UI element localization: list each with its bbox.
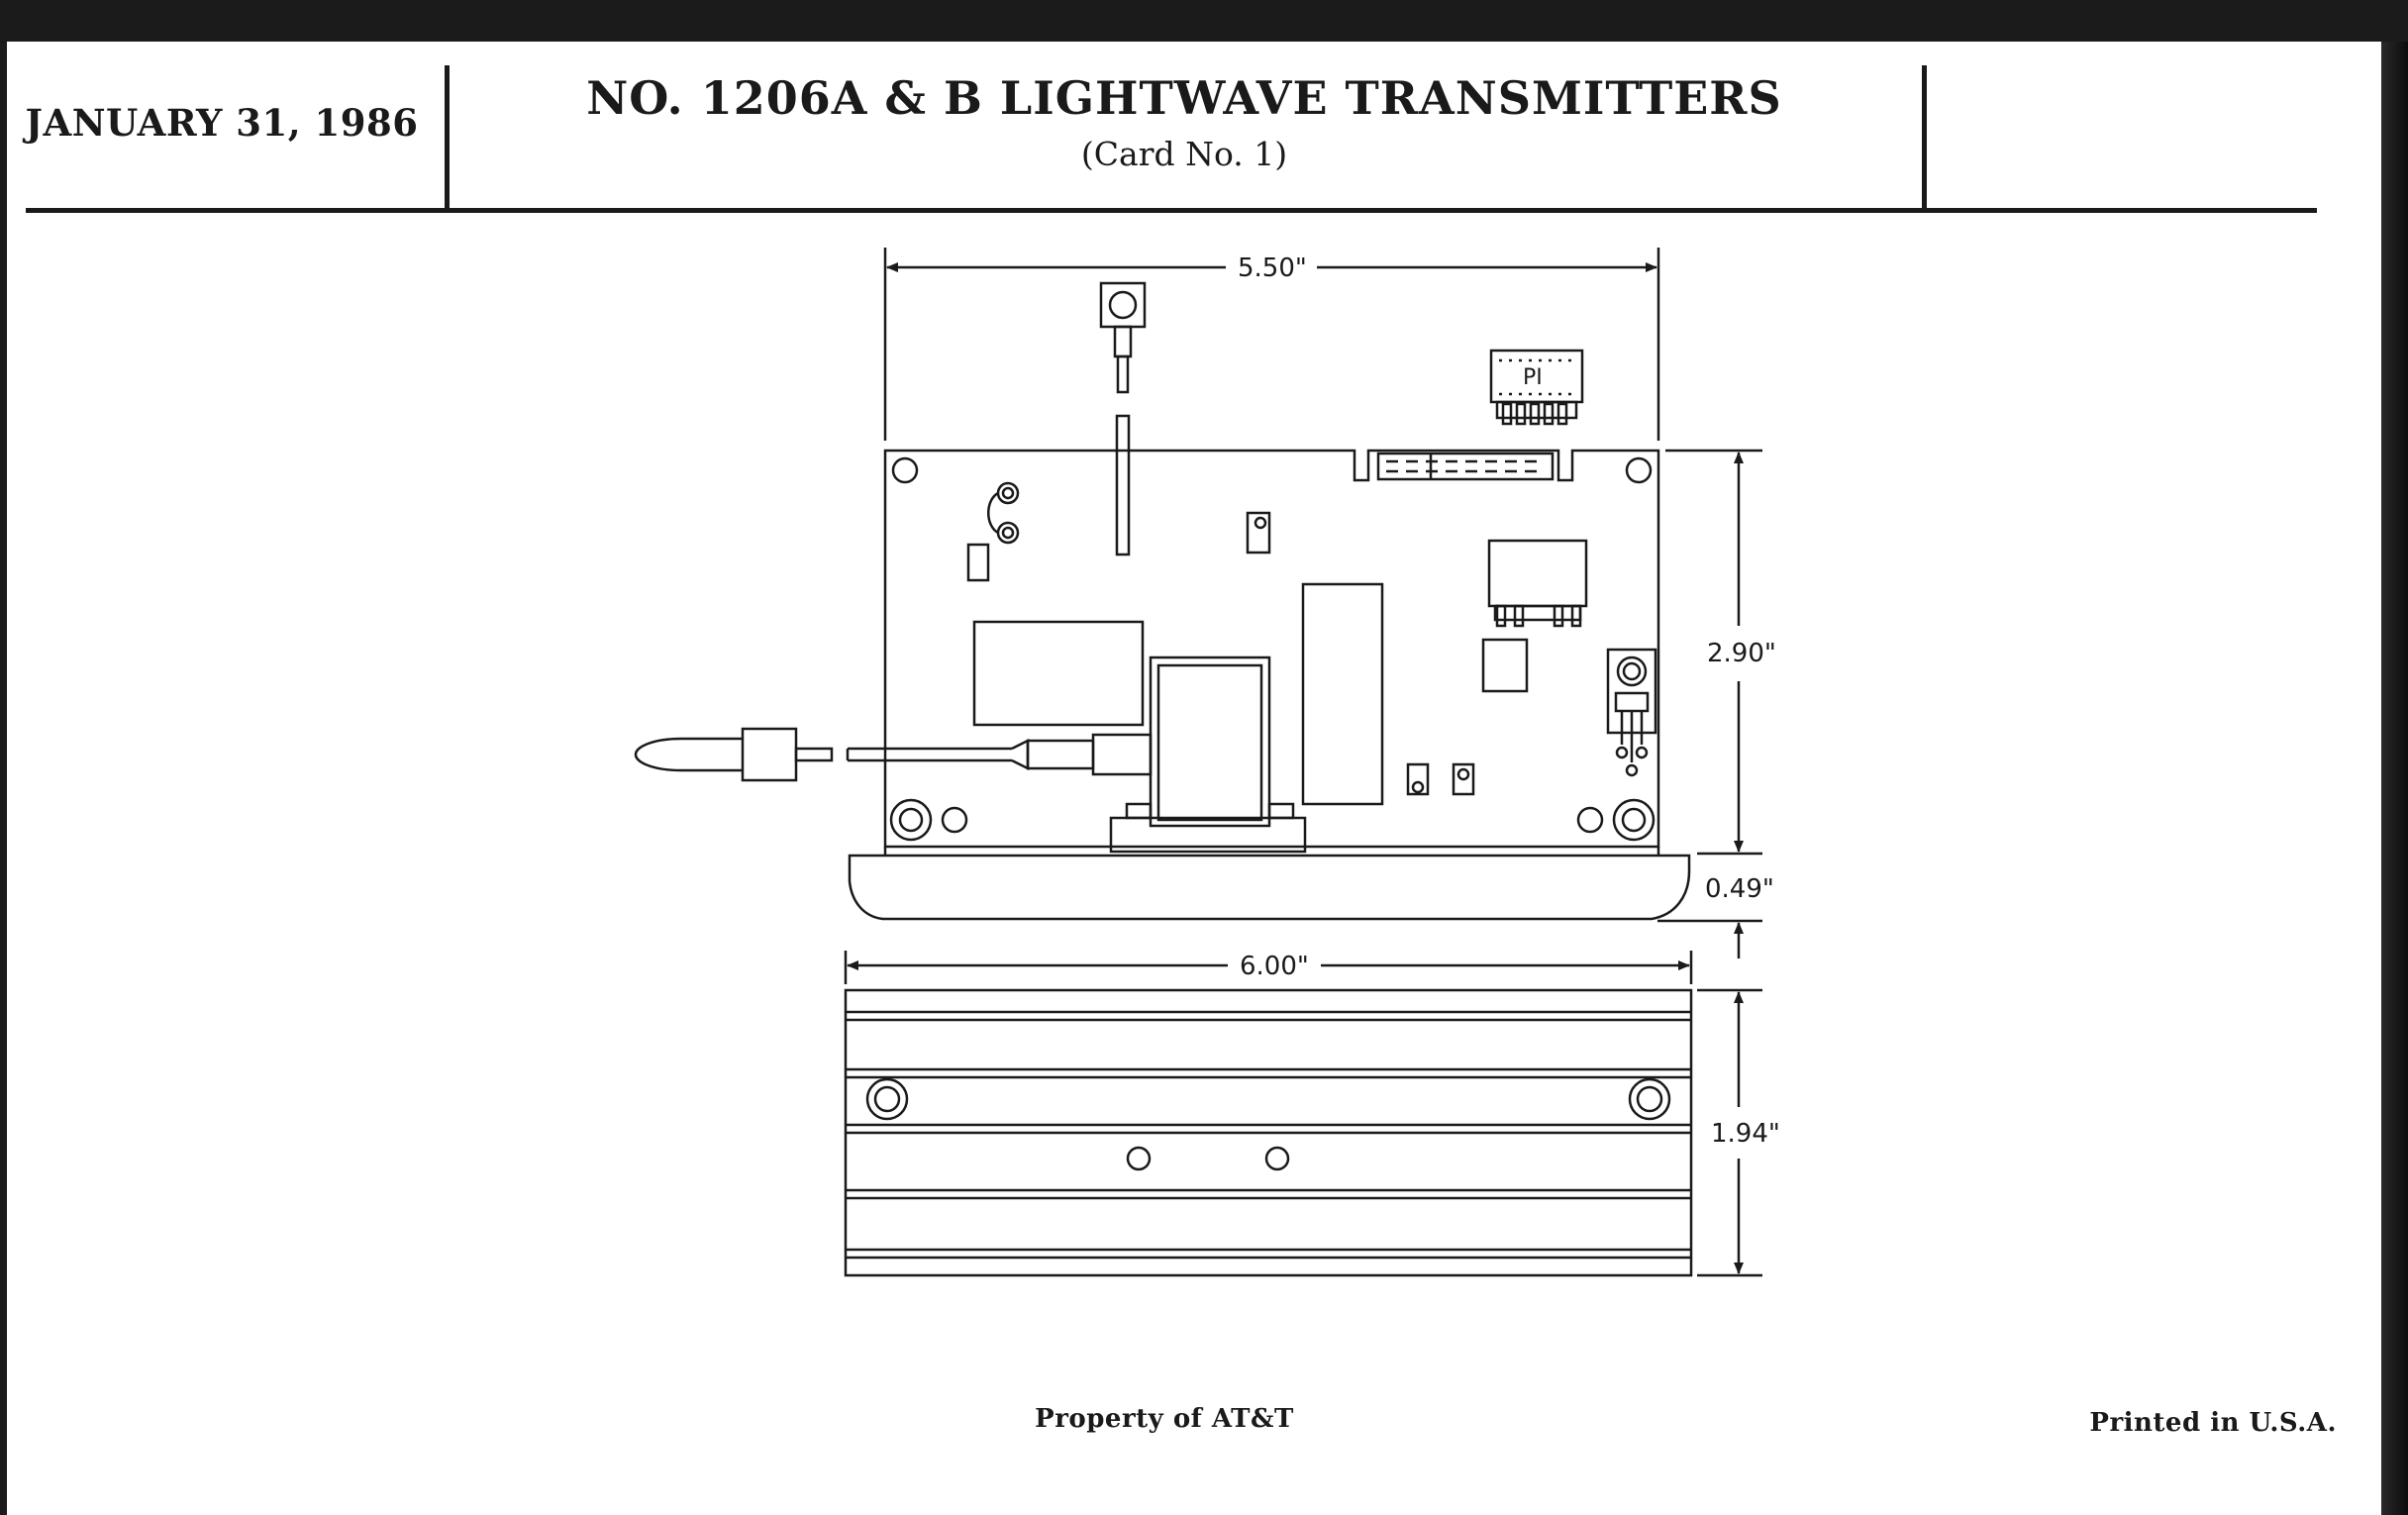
laser-module	[1111, 657, 1305, 852]
heat-sink-hole-right	[1630, 1079, 1669, 1119]
footer-property: Property of AT&T	[1035, 1404, 1294, 1434]
ic-chip-tall	[1303, 584, 1382, 804]
dimension-label-board-height: 2.90"	[1707, 639, 1776, 668]
dimension-faceplate	[1657, 921, 1762, 959]
heat-sink-hole	[1128, 1148, 1150, 1169]
mounting-hole	[1627, 458, 1651, 482]
small-component	[968, 545, 988, 580]
transistor	[1608, 650, 1656, 775]
connector-label: PI	[1523, 365, 1543, 390]
heat-sink-hole	[1266, 1148, 1288, 1169]
document-title: NO. 1206A & B LIGHTWAVE TRANSMITTERS	[586, 71, 1782, 125]
mounting-hole	[893, 458, 917, 482]
dimension-label-board-width: 5.50"	[1238, 253, 1307, 283]
dimension-label-heatsink-width: 6.00"	[1240, 952, 1309, 981]
test-jack	[1101, 283, 1145, 555]
faceplate	[850, 847, 1689, 919]
module-left	[974, 622, 1143, 725]
mounting-hole-bottom-left	[891, 800, 931, 840]
dimension-label-faceplate: 0.49"	[1705, 874, 1774, 904]
document-date: JANUARY 31, 1986	[25, 101, 419, 145]
edge-connector-slot	[1378, 454, 1553, 479]
heat-sink-hole-left	[867, 1079, 907, 1119]
dimension-label-heatsink-height: 1.94"	[1711, 1119, 1780, 1149]
footer-printed: Printed in U.S.A.	[2089, 1408, 2337, 1438]
mounting-hole	[943, 808, 966, 832]
circuit-board	[885, 451, 1658, 847]
heat-sink	[846, 990, 1691, 1275]
fiber-optic-cable	[636, 729, 1151, 780]
mounting-hole-bottom-right	[1614, 800, 1654, 840]
small-component	[1408, 764, 1473, 794]
small-component	[988, 483, 1018, 543]
mounting-hole	[1578, 808, 1602, 832]
square-component	[1483, 640, 1527, 691]
document-subtitle: (Card No. 1)	[1080, 135, 1288, 173]
relay-component	[1489, 541, 1586, 626]
